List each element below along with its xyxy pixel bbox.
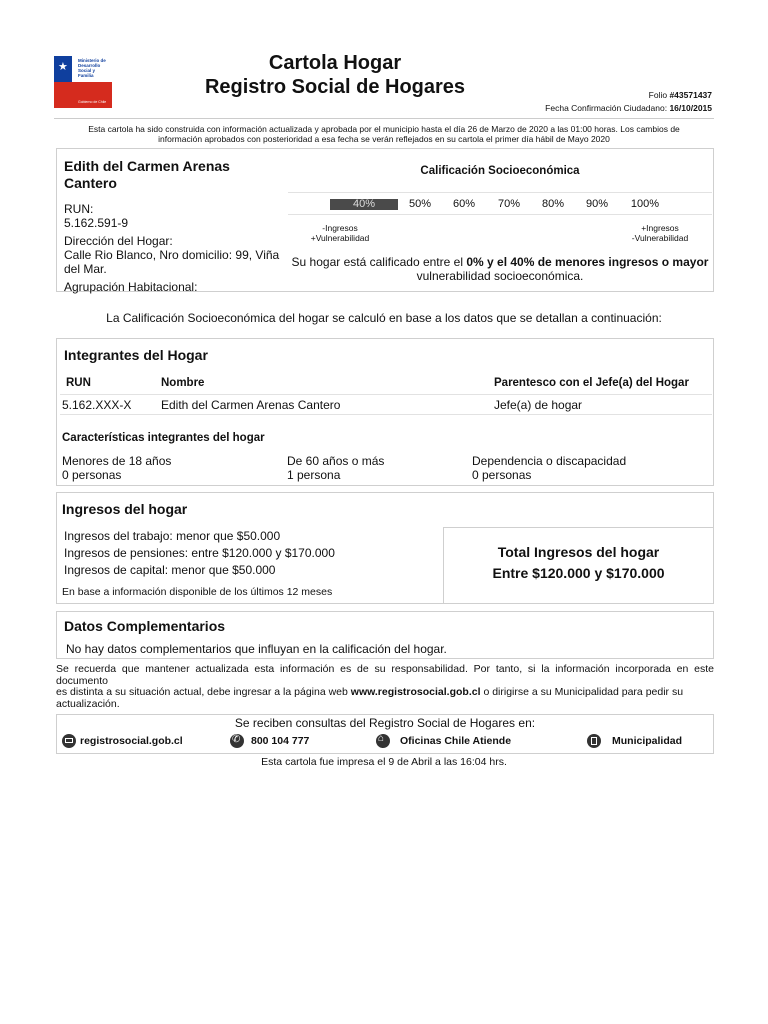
ingreso-item: Ingresos del trabajo: menor que $50.000 xyxy=(64,529,281,543)
gobierno-logo: ★ Ministerio de Desarrollo Social y Familia Gobierno de Chile xyxy=(54,56,112,108)
col-header-run: RUN xyxy=(66,377,91,389)
fecha-confirmacion xyxy=(545,103,712,113)
notice-line: información aprobados con posterioridad a esa fecha se verán reflejados en su cartola el primer día hábil de Mayo 2020 xyxy=(158,134,610,144)
ingresos-list xyxy=(64,528,335,579)
caracteristicas-title: Características integrantes del hogar xyxy=(62,432,265,444)
run-label: RUN: xyxy=(64,202,94,216)
scale-left-label xyxy=(300,223,380,243)
ingresos-note: En base a información disponible de los últimos 12 meses xyxy=(62,586,333,598)
person-details xyxy=(64,202,284,294)
run-value: 5.162.591-9 xyxy=(64,216,129,230)
cell-run: 5.162.XXX-X xyxy=(62,398,132,412)
reminder-post: o dirigirse a su Municipalidad para pedir su xyxy=(483,686,684,698)
contacto-phone-label: 800 104 777 xyxy=(251,735,310,747)
col-header-nombre: Nombre xyxy=(161,377,205,389)
page-subtitle: Registro Social de Hogares xyxy=(204,76,466,98)
fecha-label: Fecha Confirmación Ciudadano: xyxy=(545,103,668,113)
phone-icon: ✆ xyxy=(230,734,244,748)
caract-menores xyxy=(62,454,171,482)
folio-label: Folio xyxy=(648,90,668,100)
table-divider xyxy=(60,414,712,415)
address-line: del Mar. xyxy=(64,262,107,276)
agrupacion-label: Agrupación Habitacional: xyxy=(64,280,198,294)
cell-nombre: Edith del Carmen Arenas Cantero xyxy=(161,398,341,412)
reminder-line: Se recuerda que mantener actualizada esta información es de su responsabilidad. Por tanto, si la información incorporada en este documento xyxy=(56,663,714,687)
scale-left-label-line: +Vulnerabilidad xyxy=(310,233,370,243)
scale-cell: 90% xyxy=(585,198,609,210)
logo-text-line: Ministerio de xyxy=(78,58,106,63)
person-name-line: Cantero xyxy=(64,175,117,191)
scale-cell: 80% xyxy=(541,198,565,210)
total-ingresos-value: Entre $120.000 y $170.000 xyxy=(492,565,665,581)
reminder-line: actualización. xyxy=(56,697,120,710)
folio-value: #43571437 xyxy=(669,90,712,100)
result-pre: Su hogar está calificado entre el xyxy=(291,255,463,269)
caract-value: 1 persona xyxy=(287,468,341,482)
ingreso-item: Ingresos de capital: menor que $50.000 xyxy=(64,563,276,577)
scale-cell: 70% xyxy=(497,198,521,210)
complementarios-title: Datos Complementarios xyxy=(64,618,226,634)
computer-icon xyxy=(62,734,76,748)
logo-text-line: Desarrollo xyxy=(78,63,101,68)
calificacion-divider xyxy=(288,192,712,193)
caract-value: 0 personas xyxy=(62,468,122,482)
ingresos-title: Ingresos del hogar xyxy=(62,501,188,517)
caract-value: 0 personas xyxy=(472,468,532,482)
folio xyxy=(649,90,712,100)
intro-text: La Calificación Socioeconómica del hogar se calculó en base a los datos que se detallan a continuación: xyxy=(106,311,662,325)
caract-label: Menores de 18 años xyxy=(62,454,172,468)
print-footer: Esta cartola fue impresa el 9 de Abril a las 16:04 hrs. xyxy=(261,756,507,768)
scale-right-label-line: +Ingresos xyxy=(641,223,679,233)
calificacion-result xyxy=(288,255,712,283)
page-title: Cartola Hogar xyxy=(268,52,402,74)
table-divider xyxy=(60,394,712,395)
person-name-line: Edith del Carmen Arenas xyxy=(64,158,230,174)
ingreso-item: Ingresos de pensiones: entre $120.000 y $170.000 xyxy=(64,546,335,560)
cell-parentesco: Jefe(a) de hogar xyxy=(494,398,583,412)
scale-left-label-line: -Ingresos xyxy=(322,223,358,233)
header-divider xyxy=(54,118,714,119)
caract-label: De 60 años o más xyxy=(287,454,385,468)
scale-cell: 50% xyxy=(408,198,432,210)
calificacion-title: Calificación Socioeconómica xyxy=(420,165,580,177)
person-name xyxy=(64,158,230,192)
complementarios-text: No hay datos complementarios que influyan en la calificación del hogar. xyxy=(66,642,447,656)
fecha-value: 16/10/2015 xyxy=(669,103,712,113)
contacto-title: Se reciben consultas del Registro Social de Hogares en: xyxy=(234,716,536,730)
contacto-municipalidad-label: Municipalidad xyxy=(612,735,683,747)
reminder-pre: es distinta a su situación actual, debe ingresar a la página web xyxy=(56,686,348,698)
contacto-chile-atiende-label: Oficinas Chile Atiende xyxy=(400,735,512,747)
scale-right-label xyxy=(620,223,700,243)
result-post: vulnerabilidad socioeconómica. xyxy=(416,269,584,283)
result-bold: 0% y el 40% de menores ingresos o mayor xyxy=(466,255,709,269)
building-icon xyxy=(587,734,601,748)
scale-right-label-line: -Vulnerabilidad xyxy=(631,233,689,243)
registro-social-link[interactable]: www.registrosocial.gob.cl xyxy=(350,686,481,698)
scale-cell: 60% xyxy=(452,198,476,210)
logo-text-line: Social y xyxy=(78,68,96,73)
address-line: Calle Rio Blanco, Nro domicilio: 99, Viña xyxy=(64,248,280,262)
scale-cell: 100% xyxy=(630,198,660,210)
calificacion-divider xyxy=(288,214,712,215)
caract-mayores xyxy=(287,454,384,482)
total-ingresos-title: Total Ingresos del hogar xyxy=(497,544,660,560)
house-icon: ⌂ xyxy=(376,734,390,748)
caract-label: Dependencia o discapacidad xyxy=(472,454,627,468)
contacto-web-label: registrosocial.gob.cl xyxy=(80,735,183,747)
col-header-parentesco: Parentesco con el Jefe(a) del Hogar xyxy=(494,377,689,389)
caract-dependencia xyxy=(472,454,626,482)
address-label: Dirección del Hogar: xyxy=(64,234,173,248)
notice-line: Esta cartola ha sido construida con información actualizada y aprobada por el municipio hasta el día 26 de Marzo de 2020 a las 01:00 horas. Los cambios de xyxy=(88,124,680,134)
logo-text-line: Familia xyxy=(78,73,94,78)
reminder-text xyxy=(56,664,714,710)
scale-cell: 40% xyxy=(352,198,376,210)
integrantes-title: Integrantes del Hogar xyxy=(64,347,208,363)
update-notice xyxy=(54,124,714,144)
logo-subtext: Gobierno de Chile xyxy=(78,100,107,104)
